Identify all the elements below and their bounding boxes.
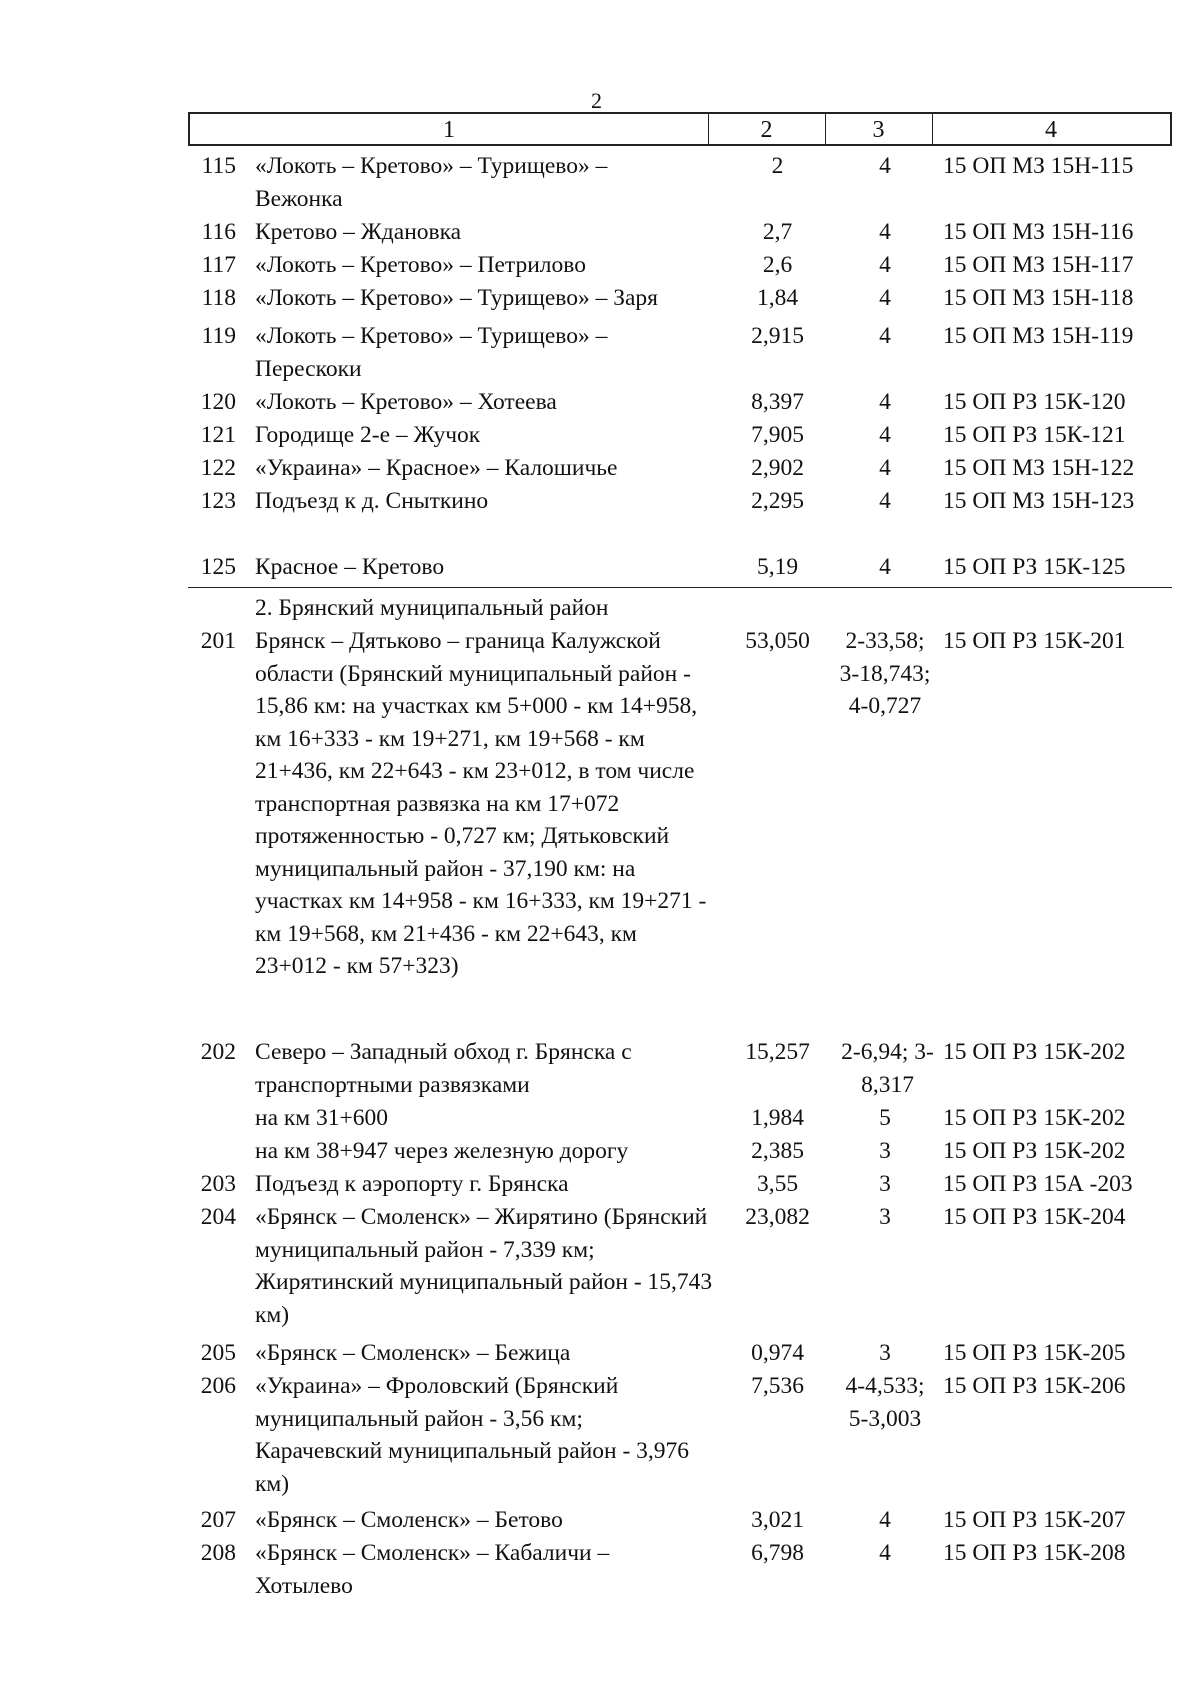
road-name: Подъезд к аэропорту г. Брянска [255, 1171, 569, 1197]
road-category: 4 [879, 488, 891, 514]
road-length: 23,082 [745, 1204, 810, 1230]
road-id: 15 ОП РЗ 15К-207 [943, 1507, 1126, 1533]
road-length: 2,915 [751, 323, 804, 349]
row-number: 122 [200, 455, 236, 481]
road-length: 2,7 [762, 219, 793, 245]
row-number: 115 [201, 153, 236, 179]
road-name: «Локоть – Кретово» – Хотеева [255, 389, 557, 415]
road-id: 15 ОП РЗ 15К-204 [943, 1204, 1126, 1230]
road-name: «Локоть – Кретово» – Турищево» – Перескоки [255, 323, 608, 382]
road-length: 2,385 [751, 1138, 804, 1164]
road-id: 15 ОП РЗ 15К-125 [943, 554, 1126, 580]
road-name: Кретово – Ждановка [255, 219, 462, 245]
road-category: 3 [879, 1138, 891, 1164]
road-category: 4 [879, 323, 891, 349]
header-col-3: 3 [872, 117, 885, 143]
row-number: 116 [201, 219, 236, 245]
road-id: 15 ОП РЗ 15К-205 [943, 1340, 1126, 1366]
road-length: 6,798 [751, 1540, 804, 1566]
road-id: 15 ОП РЗ 15К-201 [943, 628, 1126, 654]
road-id: 15 ОП МЗ 15Н-123 [943, 488, 1135, 514]
road-category: 4 [879, 389, 891, 415]
road-length: 2 [771, 153, 784, 179]
road-name: «Брянск – Смоленск» – Бежица [255, 1340, 571, 1366]
road-name: на км 31+600 [255, 1105, 389, 1131]
row-number: 123 [200, 488, 236, 514]
road-id: 15 ОП МЗ 15Н-119 [943, 323, 1134, 349]
road-length: 2,295 [751, 488, 804, 514]
road-length: 7,905 [751, 422, 804, 448]
road-id: 15 ОП РЗ 15К-208 [943, 1540, 1126, 1566]
road-name: «Украина» – Фроловский (Брянский муниципальный район - 3,56 км; Карачевский муниципальный район - 3,976 км) [255, 1373, 690, 1497]
road-length: 2,902 [751, 455, 804, 481]
row-number: 117 [201, 252, 236, 278]
section-title: 2. Брянский муниципальный район [255, 595, 609, 621]
road-id: 15 ОП МЗ 15Н-116 [943, 219, 1134, 245]
road-name: на км 38+947 через железную дорогу [255, 1138, 629, 1164]
road-category: 3 [879, 1204, 891, 1230]
road-category: 4 [879, 1507, 891, 1533]
road-length: 3,55 [756, 1171, 799, 1197]
road-id: 15 ОП РЗ 15А -203 [943, 1171, 1133, 1197]
road-id: 15 ОП РЗ 15К-206 [943, 1373, 1126, 1399]
road-category: 4 [879, 219, 891, 245]
row-number: 121 [200, 422, 236, 448]
road-category: 5 [879, 1105, 891, 1131]
road-length: 15,257 [745, 1039, 810, 1065]
header-col-1: 1 [443, 117, 455, 143]
road-category: 3 [879, 1171, 891, 1197]
row-number: 120 [200, 389, 236, 415]
road-id: 15 ОП МЗ 15Н-122 [943, 455, 1135, 481]
road-category: 4 [879, 153, 891, 179]
road-category: 3 [879, 1340, 891, 1366]
road-id: 15 ОП МЗ 15Н-118 [943, 285, 1134, 311]
row-number: 204 [200, 1204, 236, 1230]
road-length: 1,984 [751, 1105, 804, 1131]
road-name: «Брянск – Смоленск» – Кабаличи – Хотылево [255, 1540, 610, 1599]
road-id: 15 ОП РЗ 15К-121 [943, 422, 1126, 448]
section-divider [188, 587, 1172, 588]
road-name: Северо – Западный обход г. Брянска с транспортными развязками [255, 1039, 632, 1098]
row-number: 203 [200, 1171, 236, 1197]
row-number: 118 [201, 285, 236, 311]
road-id: 15 ОП МЗ 15Н-115 [943, 153, 1134, 179]
road-length: 3,021 [751, 1507, 804, 1533]
road-category: 4 [879, 252, 891, 278]
row-number: 201 [200, 628, 236, 654]
road-category: 4-4,533; 5-3,003 [845, 1373, 925, 1432]
road-id: 15 ОП РЗ 15К-202 [943, 1105, 1126, 1131]
page-number: 2 [591, 88, 602, 113]
road-name: «Украина» – Красное» – Калошичье [255, 455, 618, 481]
road-name: Брянск – Дятьково – граница Калужской области (Брянский муниципальный район - 15,86 км: на участках км 5+000 - км 14+958, км 16+333 - км 19+271, км 19+568 - км 21+436, км 22+643 - км 23+012, в том числе транспортная развязка на км 17+072 протяженностью - 0,727 км; Дятьковский муниципальный район - 37,190 км: на участках км 14+958 - км 16+333, км 19+271 - км 19+568, км 21+436 - км 22+643, км 23+012 - км 57+323) [255, 628, 707, 979]
row-number: 202 [200, 1039, 236, 1065]
road-length: 53,050 [745, 628, 810, 654]
row-number: 125 [200, 554, 236, 580]
road-category: 4 [879, 422, 891, 448]
row-number: 208 [200, 1540, 236, 1566]
road-category: 4 [879, 554, 891, 580]
road-category: 4 [879, 455, 891, 481]
table-header [188, 112, 1172, 146]
road-name: Красное – Кретово [255, 554, 445, 580]
road-length: 8,397 [751, 389, 804, 415]
road-name: «Локоть – Кретово» – Турищево» – Заря [255, 285, 658, 311]
row-number: 119 [201, 323, 236, 349]
road-id: 15 ОП РЗ 15К-202 [943, 1138, 1126, 1164]
row-number: 206 [200, 1373, 236, 1399]
header-col-4: 4 [1045, 117, 1057, 143]
road-name: «Брянск – Смоленск» – Бетово [255, 1507, 563, 1533]
road-length: 2,6 [762, 252, 793, 278]
road-name: Городище 2-е – Жучок [255, 422, 481, 448]
road-length: 7,536 [751, 1373, 804, 1399]
road-length: 5,19 [756, 554, 799, 580]
road-id: 15 ОП РЗ 15К-120 [943, 389, 1126, 415]
road-name: «Локоть – Кретово» – Петрилово [255, 252, 586, 278]
road-length: 0,974 [751, 1340, 804, 1366]
row-number: 205 [200, 1340, 236, 1366]
road-name: «Брянск – Смоленск» – Жирятино (Брянский муниципальный район - 7,339 км; Жирятинский муниципальный район - 15,743 км) [255, 1204, 713, 1328]
road-length: 1,84 [756, 285, 799, 311]
road-category: 2-6,94; 3-8,317 [841, 1039, 934, 1098]
road-id: 15 ОП РЗ 15К-202 [943, 1039, 1126, 1065]
road-category: 4 [879, 1540, 891, 1566]
road-category: 4 [879, 285, 891, 311]
road-id: 15 ОП МЗ 15Н-117 [943, 252, 1134, 278]
road-category: 2-33,58; 3-18,743; 4-0,727 [839, 628, 931, 719]
road-name: «Локоть – Кретово» – Турищево» – Вежонка [255, 153, 608, 212]
road-name: Подъезд к д. Сныткино [255, 488, 489, 514]
header-col-2: 2 [760, 117, 773, 143]
row-number: 207 [200, 1507, 236, 1533]
